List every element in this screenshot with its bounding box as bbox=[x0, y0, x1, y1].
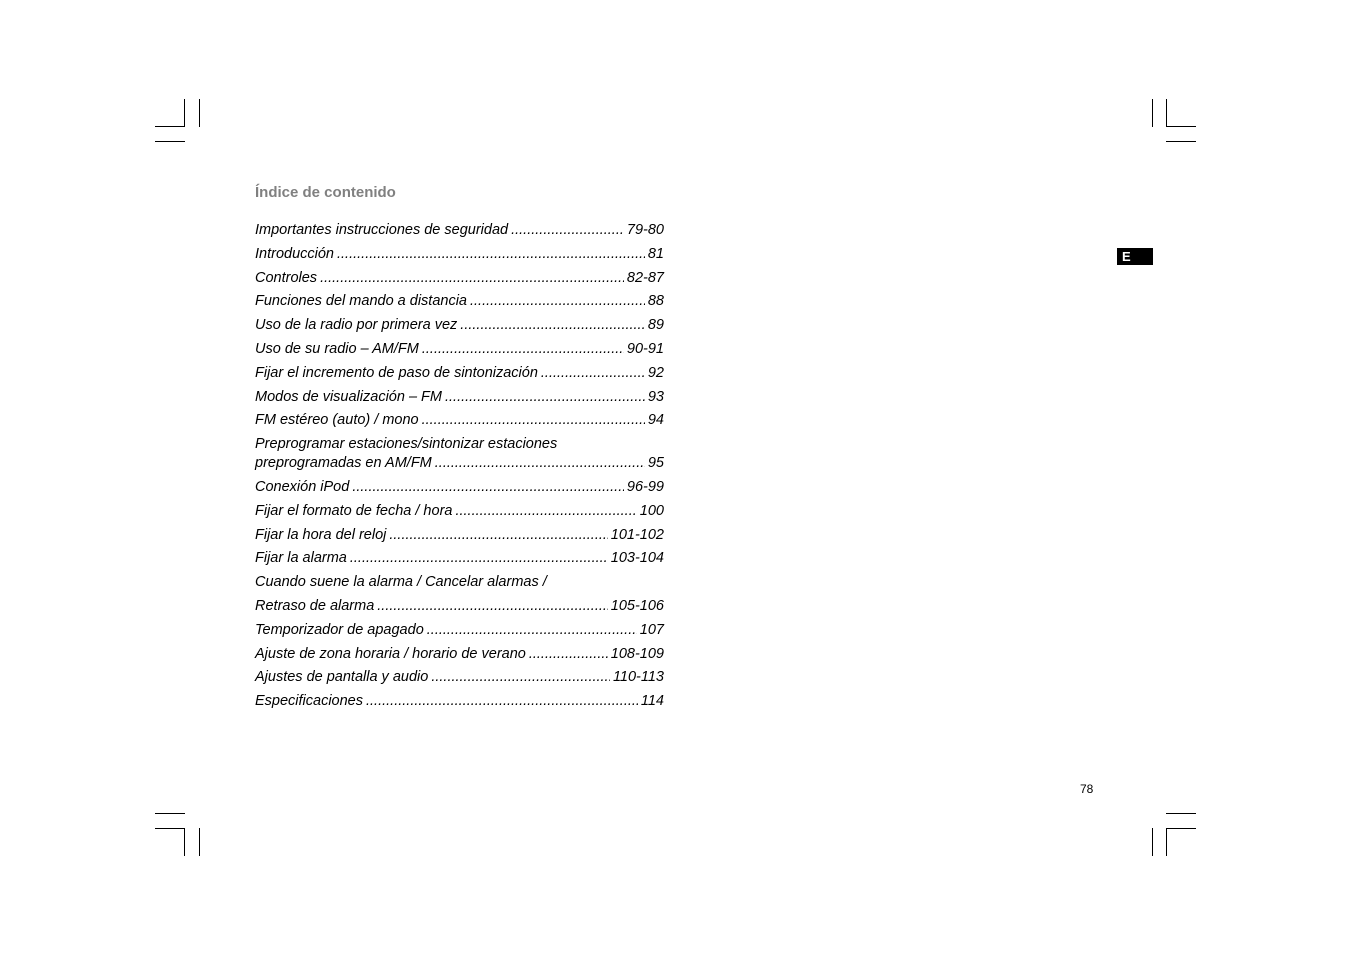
toc-entry-label: Funciones del mando a distancia bbox=[255, 293, 467, 310]
crop-mark bbox=[155, 141, 185, 142]
toc-entry bbox=[255, 692, 664, 711]
toc-entry-page: 110-113 bbox=[612, 669, 664, 686]
toc-entry-line bbox=[255, 692, 664, 711]
crop-mark bbox=[1166, 828, 1167, 856]
toc-entry-label: Modos de visualización – FM bbox=[255, 388, 442, 405]
toc-entry-label: Especificaciones bbox=[255, 693, 363, 710]
toc-entry-page: 100 bbox=[639, 502, 664, 519]
crop-mark bbox=[1166, 99, 1167, 127]
toc-entry-page: 103-104 bbox=[610, 550, 664, 567]
toc-entry-label: Uso de la radio por primera vez bbox=[255, 317, 458, 334]
crop-mark bbox=[155, 813, 185, 814]
toc-entry-line bbox=[255, 502, 664, 521]
toc-entry bbox=[255, 645, 664, 664]
toc-entry-label: Importantes instrucciones de seguridad bbox=[255, 222, 509, 238]
toc-entry-line bbox=[255, 245, 664, 264]
dot-leader bbox=[455, 502, 636, 521]
dot-leader bbox=[541, 364, 645, 383]
toc-entry bbox=[255, 388, 664, 407]
toc-entry-line bbox=[255, 549, 664, 568]
crop-mark bbox=[1166, 141, 1196, 142]
toc-entry-line bbox=[255, 526, 664, 545]
dot-leader bbox=[427, 621, 637, 640]
toc-entry-label: Uso de su radio – AM/FM bbox=[255, 340, 419, 357]
toc-entry-page: 89 bbox=[647, 317, 664, 334]
toc-entry-line bbox=[255, 388, 664, 407]
toc-entry bbox=[255, 621, 664, 640]
toc-entry bbox=[255, 411, 664, 430]
toc-entry-line bbox=[255, 221, 664, 240]
crop-mark bbox=[1166, 813, 1196, 814]
crop-mark bbox=[184, 99, 185, 127]
toc-entry-line bbox=[255, 316, 664, 335]
dot-leader bbox=[366, 692, 638, 711]
toc-entry-line bbox=[255, 411, 664, 430]
toc-entry-label-prefix: Preprogramar estaciones/sintonizar estaciones bbox=[255, 436, 558, 453]
toc-entry-page: 88 bbox=[647, 293, 664, 310]
crop-mark bbox=[1166, 828, 1196, 829]
toc-entry bbox=[255, 269, 664, 288]
toc-entry-line bbox=[255, 454, 664, 473]
toc-entry bbox=[255, 549, 664, 568]
toc-entry bbox=[255, 668, 664, 687]
crop-mark bbox=[1166, 126, 1196, 127]
dot-leader bbox=[337, 245, 645, 264]
toc-entry-label: Fijar el incremento de paso de sintonización bbox=[255, 364, 538, 381]
dot-leader bbox=[350, 549, 608, 568]
crop-mark bbox=[199, 828, 200, 856]
language-tab: E bbox=[1117, 248, 1153, 265]
toc-entry-page: 108-109 bbox=[610, 645, 664, 662]
toc-entry-label: Controles bbox=[255, 269, 318, 286]
crop-mark bbox=[155, 126, 185, 127]
toc-entry-label: Ajustes de pantalla y audio bbox=[255, 669, 429, 686]
dot-leader bbox=[470, 292, 645, 311]
toc-title: Índice de contenido bbox=[255, 184, 396, 201]
toc-entry-page: 107 bbox=[639, 621, 664, 638]
toc-entry-page: 90-91 bbox=[626, 340, 664, 357]
toc-entry-label: preprogramadas en AM/FM bbox=[255, 455, 432, 472]
toc-entry-line bbox=[255, 645, 664, 664]
toc-entry-page: 81 bbox=[647, 245, 664, 262]
toc-entry-line bbox=[255, 364, 664, 383]
toc-entry-page: 92 bbox=[647, 364, 664, 381]
toc-entry bbox=[255, 292, 664, 311]
toc-entry bbox=[255, 340, 664, 359]
toc-entry-label: Fijar la alarma bbox=[255, 550, 347, 567]
toc-entry bbox=[255, 221, 664, 240]
dot-leader bbox=[431, 668, 610, 687]
toc-entry-line bbox=[255, 478, 664, 497]
toc-entry-line bbox=[255, 597, 664, 616]
toc-entry bbox=[255, 245, 664, 264]
toc-entry bbox=[255, 316, 664, 335]
toc-entry-label: Fijar la hora del reloj bbox=[255, 526, 387, 543]
toc-entry-label: Introducción bbox=[255, 245, 334, 262]
dot-leader bbox=[422, 340, 624, 359]
toc-entry-label: FM estéreo (auto) / mono bbox=[255, 412, 419, 429]
dot-leader bbox=[445, 388, 645, 407]
toc-entry-label: Temporizador de apagado bbox=[255, 621, 424, 638]
page-number: 78 bbox=[1080, 782, 1094, 796]
toc-entry bbox=[255, 478, 664, 497]
toc-entry bbox=[255, 573, 664, 592]
toc-entry bbox=[255, 502, 664, 521]
table-of-contents bbox=[255, 221, 664, 716]
dot-leader bbox=[352, 478, 624, 497]
toc-entry-page: 94 bbox=[647, 412, 664, 429]
dot-leader bbox=[377, 597, 608, 616]
toc-entry bbox=[255, 364, 664, 383]
crop-mark bbox=[1152, 99, 1153, 127]
crop-mark bbox=[184, 828, 185, 856]
crop-mark bbox=[155, 828, 185, 829]
toc-entry bbox=[255, 435, 664, 473]
toc-entry-line bbox=[255, 292, 664, 311]
toc-entry-line bbox=[255, 621, 664, 640]
crop-mark bbox=[1152, 828, 1153, 856]
toc-entry bbox=[255, 526, 664, 545]
toc-entry-label: Cuando suene la alarma / Cancelar alarmas / bbox=[255, 574, 547, 591]
toc-entry-label: Ajuste de zona horaria / horario de verano bbox=[255, 645, 526, 662]
toc-entry bbox=[255, 597, 664, 616]
toc-entry-page: 101-102 bbox=[610, 526, 664, 543]
toc-entry-line bbox=[255, 340, 664, 359]
toc-entry-page: 95 bbox=[647, 455, 664, 472]
toc-entry-page: 93 bbox=[647, 388, 664, 405]
dot-leader bbox=[511, 221, 624, 240]
toc-entry-page: 96-99 bbox=[626, 478, 664, 495]
toc-entry-line bbox=[255, 269, 664, 288]
toc-entry-label: Retraso de alarma bbox=[255, 597, 375, 614]
toc-entry-page: 105-106 bbox=[610, 597, 664, 614]
toc-entry-line bbox=[255, 668, 664, 687]
dot-leader bbox=[320, 269, 624, 288]
dot-leader bbox=[460, 316, 645, 335]
dot-leader bbox=[435, 454, 645, 473]
dot-leader bbox=[422, 411, 645, 430]
crop-mark bbox=[199, 99, 200, 127]
toc-entry-page: 79-80 bbox=[626, 222, 664, 238]
toc-entry-label: Conexión iPod bbox=[255, 478, 350, 495]
toc-entry-page: 82-87 bbox=[626, 269, 664, 286]
dot-leader bbox=[389, 526, 607, 545]
toc-entry-label: Fijar el formato de fecha / hora bbox=[255, 502, 453, 519]
toc-entry-page: 114 bbox=[640, 693, 664, 710]
dot-leader bbox=[529, 645, 608, 664]
